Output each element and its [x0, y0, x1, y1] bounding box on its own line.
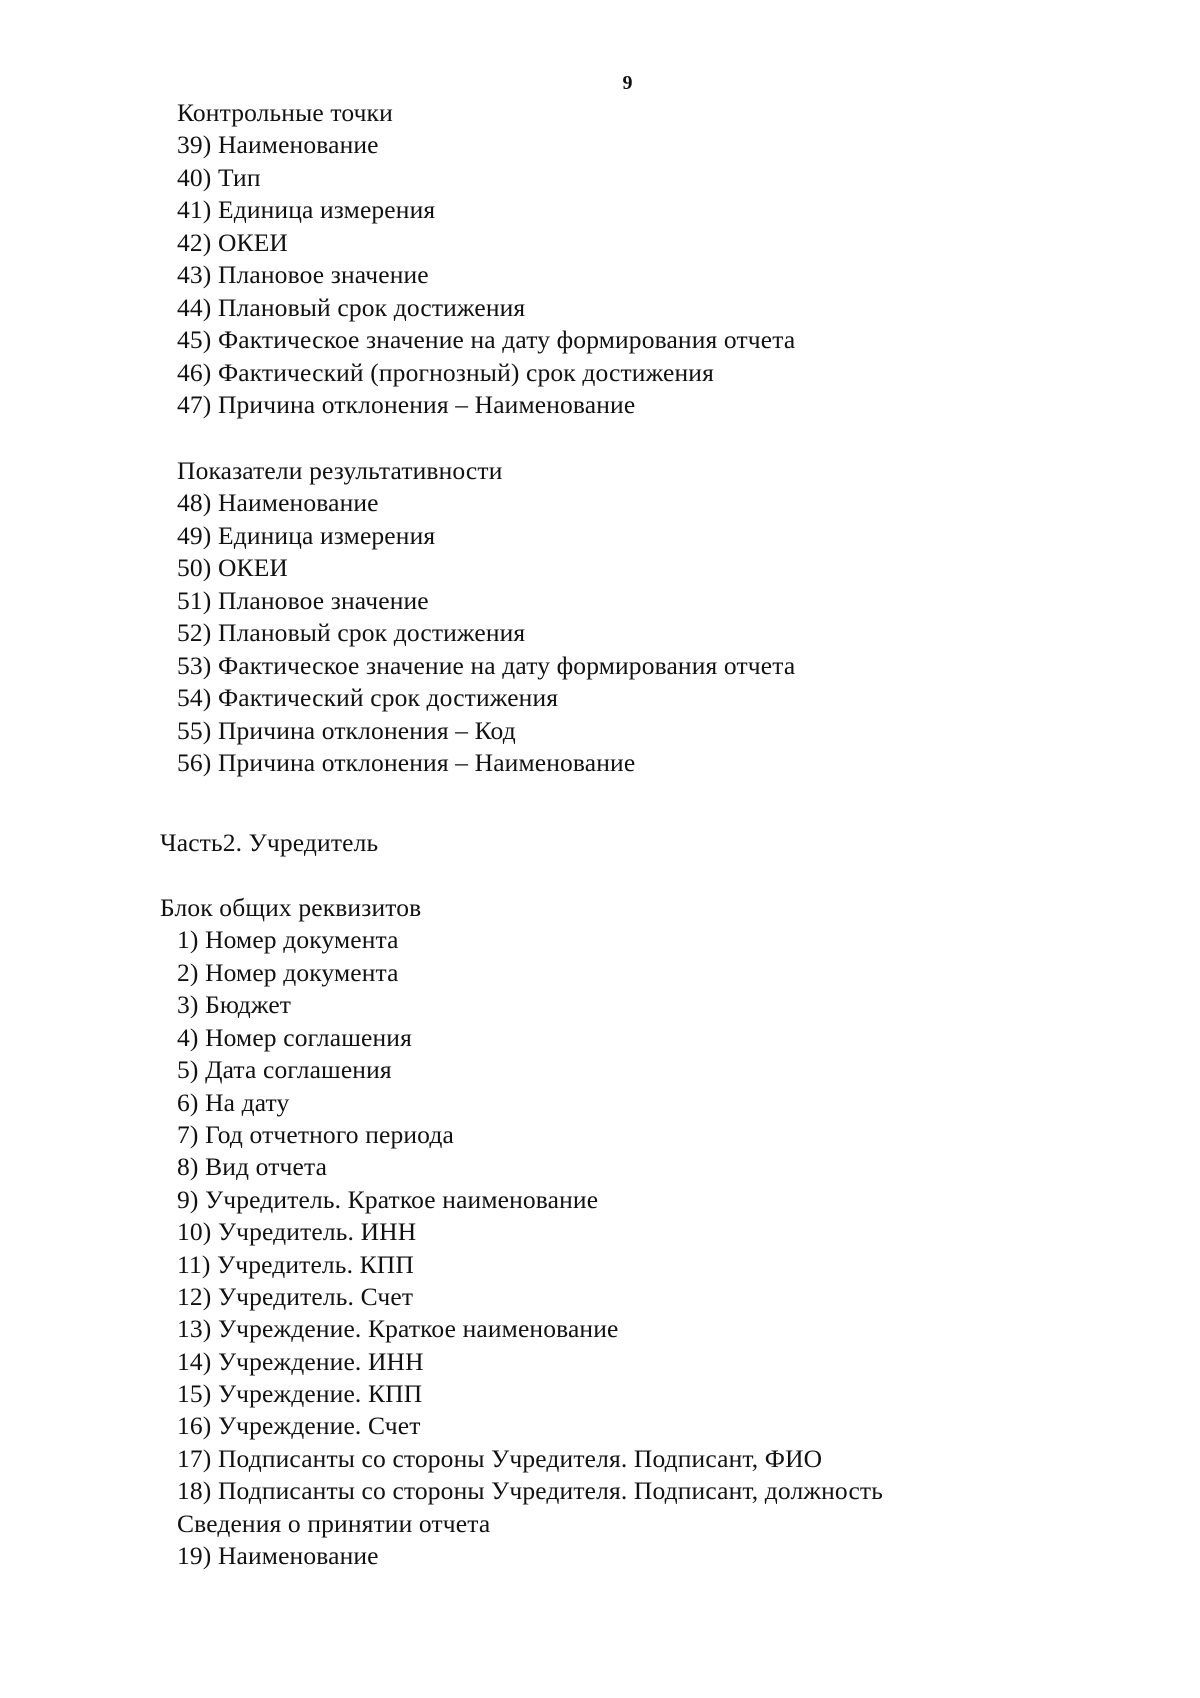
- block-heading: Блок общих реквизитов: [160, 893, 422, 922]
- list-item: 51) Плановое значение: [177, 586, 429, 615]
- list-item: 12) Учредитель. Счет: [177, 1282, 414, 1311]
- list-item: 42) ОКЕИ: [177, 228, 288, 257]
- part-title: Часть2. Учредитель: [160, 828, 379, 857]
- list-item: 39) Наименование: [177, 130, 379, 159]
- list-item: 18) Подписанты со стороны Учредителя. Подписант, должность: [177, 1476, 884, 1505]
- list-item: 9) Учредитель. Краткое наименование: [177, 1185, 599, 1214]
- list-item: 49) Единица измерения: [177, 521, 436, 550]
- list-item: 45) Фактическое значение на дату формирования отчета: [177, 325, 796, 354]
- list-item: 14) Учреждение. ИНН: [177, 1347, 424, 1376]
- list-item: 17) Подписанты со стороны Учредителя. Подписант, ФИО: [177, 1444, 823, 1473]
- list-item: 50) ОКЕИ: [177, 553, 288, 582]
- list-item: 13) Учреждение. Краткое наименование: [177, 1314, 619, 1343]
- list-item: 1) Номер документа: [177, 925, 399, 954]
- list-item: 55) Причина отклонения – Код: [177, 716, 516, 745]
- list-item: 4) Номер соглашения: [177, 1023, 412, 1052]
- list-item: 47) Причина отклонения – Наименование: [177, 390, 636, 419]
- list-item: 19) Наименование: [177, 1541, 379, 1570]
- list-item: 5) Дата соглашения: [177, 1055, 392, 1084]
- list-item: 3) Бюджет: [177, 990, 292, 1019]
- list-item: 10) Учредитель. ИНН: [177, 1217, 417, 1246]
- section-heading-control-points: Контрольные точки: [177, 98, 393, 127]
- list-item: 56) Причина отклонения – Наименование: [177, 748, 636, 777]
- list-item: 53) Фактическое значение на дату формирования отчета: [177, 651, 796, 680]
- list-item: 54) Фактический срок достижения: [177, 683, 559, 712]
- list-item: 46) Фактический (прогнозный) срок достижения: [177, 358, 714, 387]
- list-item: 43) Плановое значение: [177, 260, 429, 289]
- list-item: 6) На дату: [177, 1088, 290, 1117]
- list-item: 44) Плановый срок достижения: [177, 293, 526, 322]
- list-item: 7) Год отчетного периода: [177, 1120, 454, 1149]
- list-item: 41) Единица измерения: [177, 195, 436, 224]
- list-item: 11) Учредитель. КПП: [177, 1250, 414, 1279]
- list-item: 2) Номер документа: [177, 958, 399, 987]
- list-item: 52) Плановый срок достижения: [177, 618, 526, 647]
- list-item: 15) Учреждение. КПП: [177, 1379, 423, 1408]
- page-number: 9: [622, 72, 633, 94]
- acceptance-heading: Сведения о принятии отчета: [177, 1509, 491, 1538]
- list-item: 48) Наименование: [177, 488, 379, 517]
- list-item: 40) Тип: [177, 163, 261, 192]
- section-heading-indicators: Показатели результативности: [177, 456, 503, 485]
- list-item: 16) Учреждение. Счет: [177, 1411, 421, 1440]
- list-item: 8) Вид отчета: [177, 1152, 328, 1181]
